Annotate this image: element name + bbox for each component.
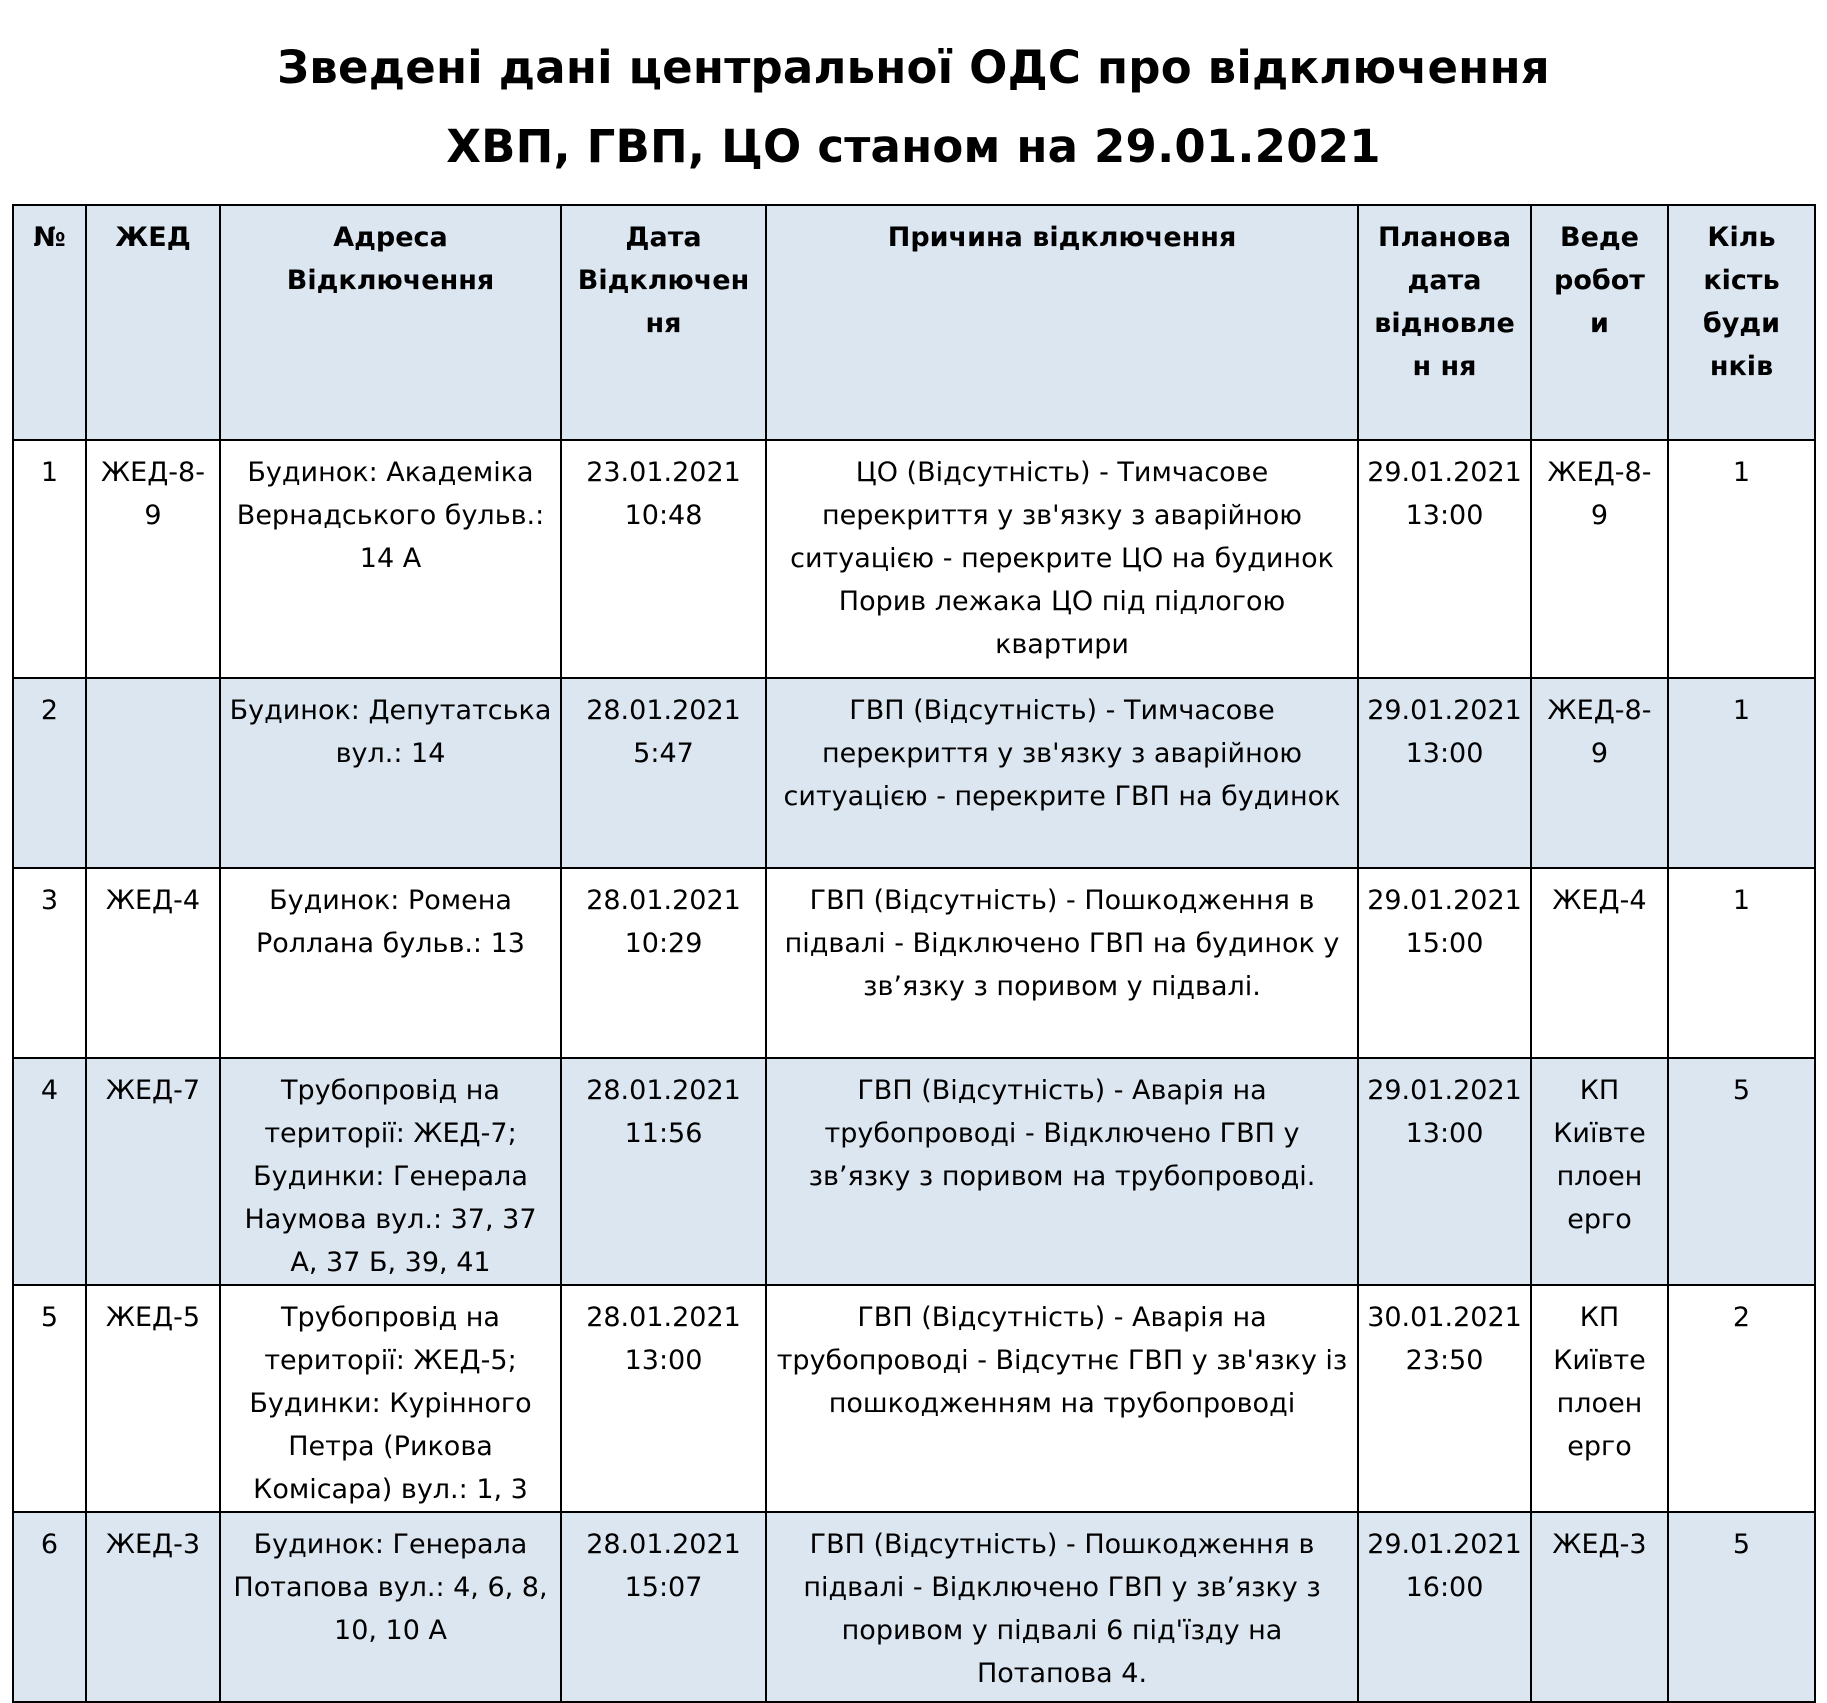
table-row	[13, 678, 1815, 868]
header-executor: Веде робот и	[1531, 205, 1668, 440]
cell-number: 4	[13, 1058, 86, 1285]
cell-buildings: 1	[1668, 868, 1815, 1058]
header-zhed: ЖЕД	[86, 205, 220, 440]
cell-buildings: 2	[1668, 1285, 1815, 1512]
table-header-row	[13, 205, 1815, 440]
cell-zhed: ЖЕД-3	[86, 1512, 220, 1702]
cell-zhed: ЖЕД-8-9	[86, 440, 220, 678]
cell-address: Будинок: Академіка Вернадського бульв.: 14 А	[220, 440, 561, 678]
table-row	[13, 440, 1815, 678]
cell-date-off: 28.01.2021 13:00	[561, 1285, 766, 1512]
cell-buildings: 5	[1668, 1058, 1815, 1285]
cell-executor: КП Київте плоен ерго	[1531, 1285, 1668, 1512]
cell-executor: ЖЕД-3	[1531, 1512, 1668, 1702]
header-address: Адреса Відключення	[220, 205, 561, 440]
cell-date-off: 28.01.2021 5:47	[561, 678, 766, 868]
table-row	[13, 1285, 1815, 1512]
cell-address: Трубопровід на території: ЖЕД-5; Будинки: Курінного Петра (Рикова Комісара) вул.: 1, 3	[220, 1285, 561, 1512]
cell-number: 3	[13, 868, 86, 1058]
cell-zhed: ЖЕД-7	[86, 1058, 220, 1285]
cell-date-restore: 29.01.2021 15:00	[1358, 868, 1531, 1058]
cell-address: Будинок: Ромена Роллана бульв.: 13	[220, 868, 561, 1058]
header-date-restore: Планова дата відновлен ня	[1358, 205, 1531, 440]
table-row	[13, 1058, 1815, 1285]
header-buildings: Кіль кість буди нків	[1668, 205, 1815, 440]
cell-executor: ЖЕД-8-9	[1531, 678, 1668, 868]
cell-date-restore: 29.01.2021 16:00	[1358, 1512, 1531, 1702]
cell-executor: ЖЕД-4	[1531, 868, 1668, 1058]
cell-date-restore: 29.01.2021 13:00	[1358, 678, 1531, 868]
cell-reason: ГВП (Відсутність) - Аварія на трубопроводі - Відключено ГВП у зв’язку з поривом на трубопроводі.	[766, 1058, 1358, 1285]
document-title	[0, 28, 1827, 186]
cell-reason: ГВП (Відсутність) - Пошкодження в підвалі - Відключено ГВП на будинок у зв’язку з поривом у підвалі.	[766, 868, 1358, 1058]
cell-address: Трубопровід на території: ЖЕД-7; Будинки: Генерала Наумова вул.: 37, 37 А, 37 Б, 39, 41	[220, 1058, 561, 1285]
cell-address: Будинок: Депутатська вул.: 14	[220, 678, 561, 868]
table-row	[13, 1512, 1815, 1702]
cell-date-off: 28.01.2021 10:29	[561, 868, 766, 1058]
table-row	[13, 868, 1815, 1058]
cell-buildings: 5	[1668, 1512, 1815, 1702]
cell-executor: КП Київте плоен ерго	[1531, 1058, 1668, 1285]
cell-date-off: 28.01.2021 11:56	[561, 1058, 766, 1285]
cell-number: 2	[13, 678, 86, 868]
cell-reason: ЦО (Відсутність) - Тимчасове перекриття у зв'язку з аварійною ситуацією - перекрите ЦО на будинок Порив лежака ЦО під підлогою квартири	[766, 440, 1358, 678]
cell-reason: ГВП (Відсутність) - Пошкодження в підвалі - Відключено ГВП у зв’язку з поривом у підвалі 6 під'їзду на Потапова 4.	[766, 1512, 1358, 1702]
cell-zhed	[86, 678, 220, 868]
cell-date-restore: 29.01.2021 13:00	[1358, 440, 1531, 678]
cell-date-off: 23.01.2021 10:48	[561, 440, 766, 678]
cell-executor: ЖЕД-8-9	[1531, 440, 1668, 678]
cell-number: 5	[13, 1285, 86, 1512]
cell-reason: ГВП (Відсутність) - Аварія на трубопроводі - Відсутнє ГВП у зв'язку із пошкодженням на трубопроводі	[766, 1285, 1358, 1512]
cell-number: 1	[13, 440, 86, 678]
cell-buildings: 1	[1668, 440, 1815, 678]
cell-reason: ГВП (Відсутність) - Тимчасове перекриття у зв'язку з аварійною ситуацією - перекрите ГВП на будинок	[766, 678, 1358, 868]
cell-date-restore: 29.01.2021 13:00	[1358, 1058, 1531, 1285]
header-number: №	[13, 205, 86, 440]
cell-number: 6	[13, 1512, 86, 1702]
title-line-1: Зведені дані центральної ОДС про відключення	[277, 41, 1550, 94]
header-reason: Причина відключення	[766, 205, 1358, 440]
cell-zhed: ЖЕД-4	[86, 868, 220, 1058]
outage-table	[12, 204, 1816, 1703]
cell-buildings: 1	[1668, 678, 1815, 868]
cell-zhed: ЖЕД-5	[86, 1285, 220, 1512]
cell-date-restore: 30.01.2021 23:50	[1358, 1285, 1531, 1512]
title-line-2: ХВП, ГВП, ЦО станом на 29.01.2021	[446, 120, 1381, 173]
cell-date-off: 28.01.2021 15:07	[561, 1512, 766, 1702]
cell-address: Будинок: Генерала Потапова вул.: 4, 6, 8, 10, 10 А	[220, 1512, 561, 1702]
header-date-off: Дата Відключен ня	[561, 205, 766, 440]
